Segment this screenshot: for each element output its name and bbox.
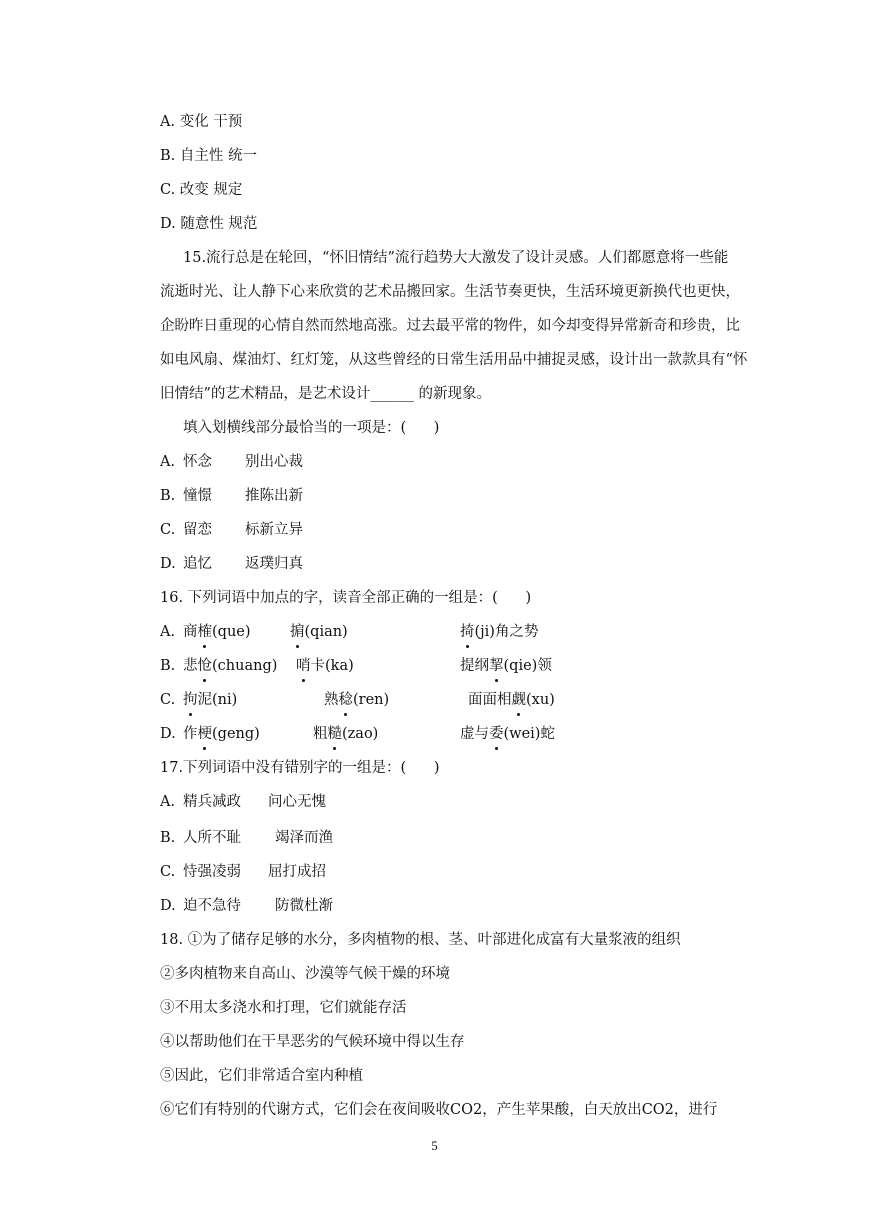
- option-word-1: [183, 724, 260, 744]
- option-letter: C.: [160, 864, 176, 880]
- page-number: 5: [431, 1138, 438, 1153]
- option-word-2: 竭泽而渔: [275, 830, 333, 846]
- pinyin: (geng): [212, 726, 260, 742]
- option-word-1: 人所不耻: [183, 830, 241, 846]
- q18-line-2: ②多肉植物来自高山、沙漠等气候干燥的环境: [160, 966, 450, 982]
- q15-line-3: 企盼昨日重现的心情自然而然地高涨。过去最平常的物件，如今却变得异常新奇和珍贵，比: [160, 318, 740, 334]
- plain-char: 作: [183, 726, 198, 742]
- option-letter: B.: [160, 830, 176, 846]
- option-word-1: 留恋: [183, 522, 212, 538]
- option-letter: C.: [160, 692, 176, 708]
- q18-line-1: 18. ①为了储存足够的水分，多肉植物的根、茎、叶部进化成富有大量浆液的组织: [160, 932, 681, 948]
- plain-char: 面面相: [468, 692, 512, 708]
- option-word-2: [313, 724, 378, 744]
- option-word-2: 别出心裁: [245, 454, 303, 470]
- plain-char: 粗: [313, 726, 328, 742]
- option-word-1: 迫不急待: [183, 898, 241, 914]
- dotted-char: 掎: [460, 624, 475, 640]
- option-word-1: [183, 656, 277, 676]
- option-letter: A.: [160, 454, 176, 470]
- option-word-2: 问心无愧: [268, 794, 326, 810]
- q15-line-4: 如电风扇、煤油灯、红灯笼，从这些曾经的日常生活用品中捕捉灵感，设计出一款款具有“怀: [160, 352, 748, 368]
- option-word-2: 屈打成招: [268, 864, 326, 880]
- option-letter: A.: [160, 794, 176, 810]
- pinyin: (zao): [342, 726, 379, 742]
- q15-line-2: 流逝时光、让人静下心来欣赏的艺术品搬回家。生活节奏更快，生活环境更新换代也更快，: [160, 284, 740, 300]
- dotted-char: 梗: [197, 726, 212, 742]
- dotted-char: 榷: [197, 624, 212, 640]
- option-letter: D.: [160, 556, 176, 572]
- q15-line-1: 15.流行总是在轮回，“怀旧情结”流行趋势大大激发了设计灵感。人们都愿意将一些能: [183, 250, 729, 266]
- option-word-1: [183, 690, 237, 710]
- option-word-3: [460, 724, 555, 744]
- dotted-char: 怆: [197, 658, 212, 674]
- pinyin: (ji)角之势: [474, 624, 539, 640]
- pinyin: (qie)领: [503, 658, 552, 674]
- dotted-char: 觑: [511, 692, 526, 708]
- pinyin: (qian): [304, 624, 348, 640]
- pinyin: 卡(ka): [310, 658, 354, 674]
- option-word-2: 推陈出新: [245, 488, 303, 504]
- option-word-3: [460, 656, 552, 676]
- option-word-1: 恃强凌弱: [183, 864, 241, 880]
- plain-char: 熟: [324, 692, 339, 708]
- q18-line-4: ④以帮助他们在干旱恶劣的气候环境中得以生存: [160, 1034, 465, 1050]
- option-word-2: 返璞归真: [245, 556, 303, 572]
- q17-stem: 17.下列词语中没有错别字的一组是：( ): [160, 760, 440, 776]
- option-word-3: [460, 622, 538, 642]
- q18-line-5: ⑤因此，它们非常适合室内种植: [160, 1068, 363, 1084]
- q16-stem: 16. 下列词语中加点的字，读音全部正确的一组是：( ): [160, 590, 532, 606]
- dotted-char: 委: [489, 726, 504, 742]
- pinyin: (ren): [353, 692, 390, 708]
- option-letter: D.: [160, 898, 176, 914]
- option-word-2: [324, 690, 389, 710]
- option-word-2: 防微杜渐: [275, 898, 333, 914]
- q14-option-b: B. 自主性 统一: [160, 148, 257, 164]
- pinyin: (wei)蛇: [503, 726, 555, 742]
- plain-char: 虚与: [460, 726, 489, 742]
- option-letter: D.: [160, 726, 176, 742]
- dotted-char: 挈: [489, 658, 504, 674]
- dotted-char: 拘: [183, 692, 198, 708]
- pinyin: (chuang): [212, 658, 278, 674]
- plain-char: 商: [183, 624, 198, 640]
- option-word-1: 怀念: [183, 454, 212, 470]
- plain-char: 悲: [183, 658, 198, 674]
- option-letter: A.: [160, 624, 176, 640]
- q15-line-5: 旧情结”的艺术精品，是艺术设计______ 的新现象。: [160, 386, 492, 402]
- pinyin: 泥(ni): [197, 692, 238, 708]
- option-letter: B.: [160, 488, 176, 504]
- q14-option-a: A. 变化 干预: [160, 114, 243, 130]
- option-word-1: 精兵减政: [183, 794, 241, 810]
- option-word-1: [183, 622, 251, 642]
- pinyin: (xu): [526, 692, 555, 708]
- dotted-char: 掮: [290, 624, 305, 640]
- option-word-1: 憧憬: [183, 488, 212, 504]
- option-word-3: [468, 690, 555, 710]
- plain-char: 提纲: [460, 658, 489, 674]
- dotted-char: 糙: [327, 726, 342, 742]
- option-word-2: [290, 622, 348, 642]
- option-letter: B.: [160, 658, 176, 674]
- q18-line-6: ⑥它们有特别的代谢方式，它们会在夜间吸收CO2，产生苹果酸，白天放出CO2，进行: [160, 1102, 718, 1118]
- option-word-2: 标新立异: [245, 522, 303, 538]
- dotted-char: 哨: [296, 658, 311, 674]
- option-word-2: [296, 656, 354, 676]
- option-word-1: 追忆: [183, 556, 212, 572]
- q14-option-d: D. 随意性 规范: [160, 216, 258, 232]
- option-letter: C.: [160, 522, 176, 538]
- q14-option-c: C. 改变 规定: [160, 182, 243, 198]
- q15-prompt: 填入划横线部分最恰当的一项是：( ): [183, 420, 440, 436]
- q18-line-3: ③不用太多浇水和打理，它们就能存活: [160, 1000, 407, 1016]
- pinyin: (que): [212, 624, 251, 640]
- dotted-char: 稔: [338, 692, 353, 708]
